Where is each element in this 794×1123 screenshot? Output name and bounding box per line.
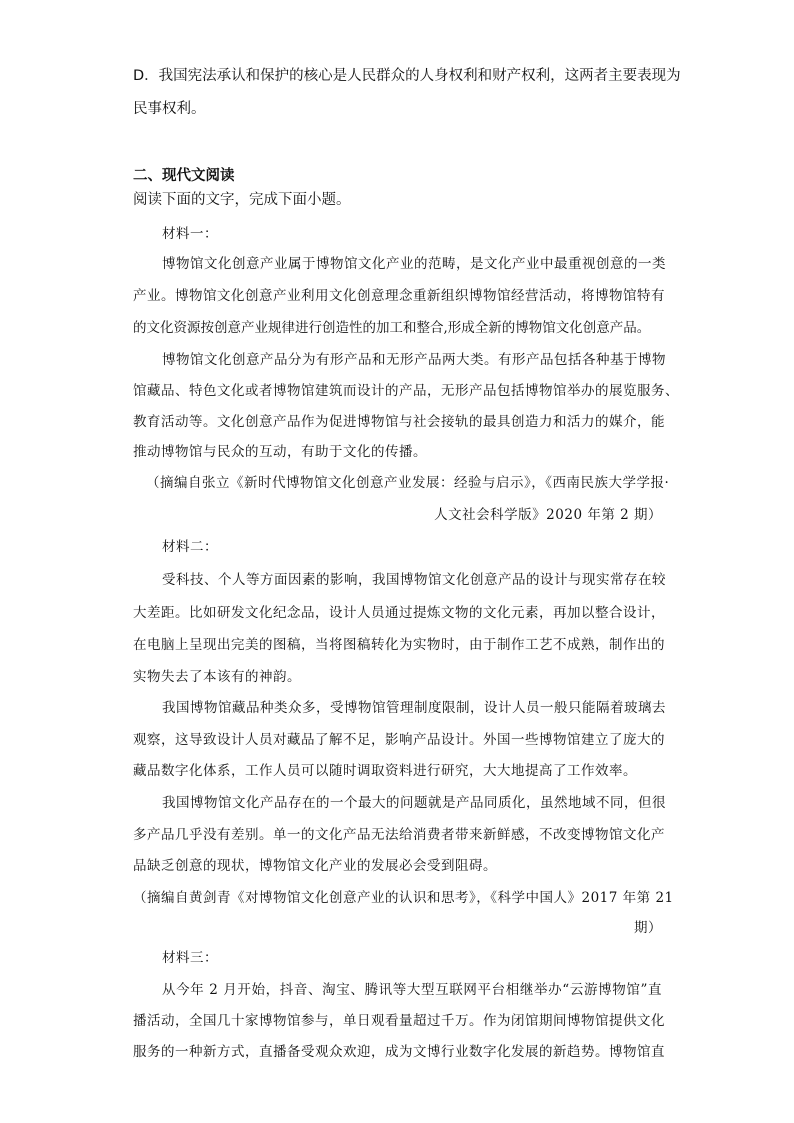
material-1-line: 馆藏品、特色文化或者博物馆建筑而设计的产品，无形产品包括博物馆举办的展览服务、 [133, 383, 679, 399]
material-2-source: （摘编自黄剑青《对博物馆文化创意产业的认识和思考》，《科学中国人》2017 年第 21 [133, 890, 674, 906]
material-1-line: 推动博物馆与民众的互动，有助于文化的传播。 [133, 444, 427, 460]
material-1-line: 教育活动等。文化创意产品作为促进博物馆与社会接轨的最具创造力和活力的媒介，能 [133, 414, 665, 430]
option-d-line-1: D．我国宪法承认和保护的核心是人民群众的人身权利和财产权利，这两者主要表现为 [133, 68, 681, 84]
material-1-line: 的文化资源按创意产业规律进行创造性的加工和整合,形成全新的博物馆文化创意产品。 [133, 320, 651, 336]
material-1-source: 人文社会科学版》2020 年第 2 期） [434, 507, 662, 523]
material-1-label: 材料一： [162, 226, 218, 242]
material-2-line: 藏品数字化体系，工作人员可以随时调取资料进行研究，大大地提高了工作效率。 [133, 763, 637, 779]
section-heading: 二、现代文阅读 [133, 168, 235, 184]
material-1-line: 博物馆文化创意产业属于博物馆文化产业的范畴，是文化产业中最重视创意的一类 [162, 256, 666, 272]
material-1-line: 博物馆文化创意产品分为有形产品和无形产品两大类。有形产品包括各种基于博物 [162, 352, 666, 368]
material-2-line: 受科技、个人等方面因素的影响，我国博物馆文化创意产品的设计与现实常存在较 [162, 572, 666, 588]
material-1-source: （摘编自张立《新时代博物馆文化创意产业发展：经验与启示》，《西南民族大学学报· [146, 475, 670, 491]
material-2-source: 期） [634, 920, 662, 936]
option-d-line-2: 民事权利。 [133, 101, 206, 117]
material-3-label: 材料三： [162, 950, 218, 966]
material-2-line: 多产品几乎没有差别。单一的文化产品无法给消费者带来新鲜感，不改变博物馆文化产 [133, 827, 665, 843]
material-2-line: 观察，这导致设计人员对藏品了解不足，影响产品设计。外国一些博物馆建立了庞大的 [133, 732, 665, 748]
material-3-line: 从今年 2 月开始，抖音、淘宝、腾讯等大型互联网平台相继举办“云游博物馆”直 [162, 982, 662, 998]
material-2-line: 品缺乏创意的现状，博物馆文化产业的发展必会受到阻碍。 [133, 858, 497, 874]
material-2-line: 我国博物馆文化产品存在的一个最大的问题就是产品同质化，虽然地域不同，但很 [162, 795, 666, 811]
material-2-line: 在电脑上呈现出完美的图稿，当将图稿转化为实物时，由于制作工艺不成熟，制作出的 [133, 637, 665, 653]
section-instruction: 阅读下面的文字，完成下面小题。 [133, 192, 351, 208]
material-3-line: 播活动，全国几十家博物馆参与，单日观看量超过千万。作为闭馆期间博物馆提供文化 [133, 1013, 665, 1029]
material-2-line: 大差距。比如研发文化纪念品，设计人员通过提炼文物的文化元素，再加以整合设计， [133, 605, 665, 621]
material-3-line: 服务的一种新方式，直播备受观众欢迎，成为文博行业数字化发展的新趋势。博物馆直 [133, 1044, 665, 1060]
material-2-line: 我国博物馆藏品种类众多，受博物馆管理制度限制，设计人员一般只能隔着玻璃去 [162, 700, 666, 716]
material-1-line: 产业。博物馆文化创意产业利用文化创意理念重新组织博物馆经营活动，将博物馆特有 [133, 288, 665, 304]
material-2-label: 材料二： [162, 539, 218, 555]
material-2-line: 实物失去了本该有的神韵。 [133, 669, 301, 685]
